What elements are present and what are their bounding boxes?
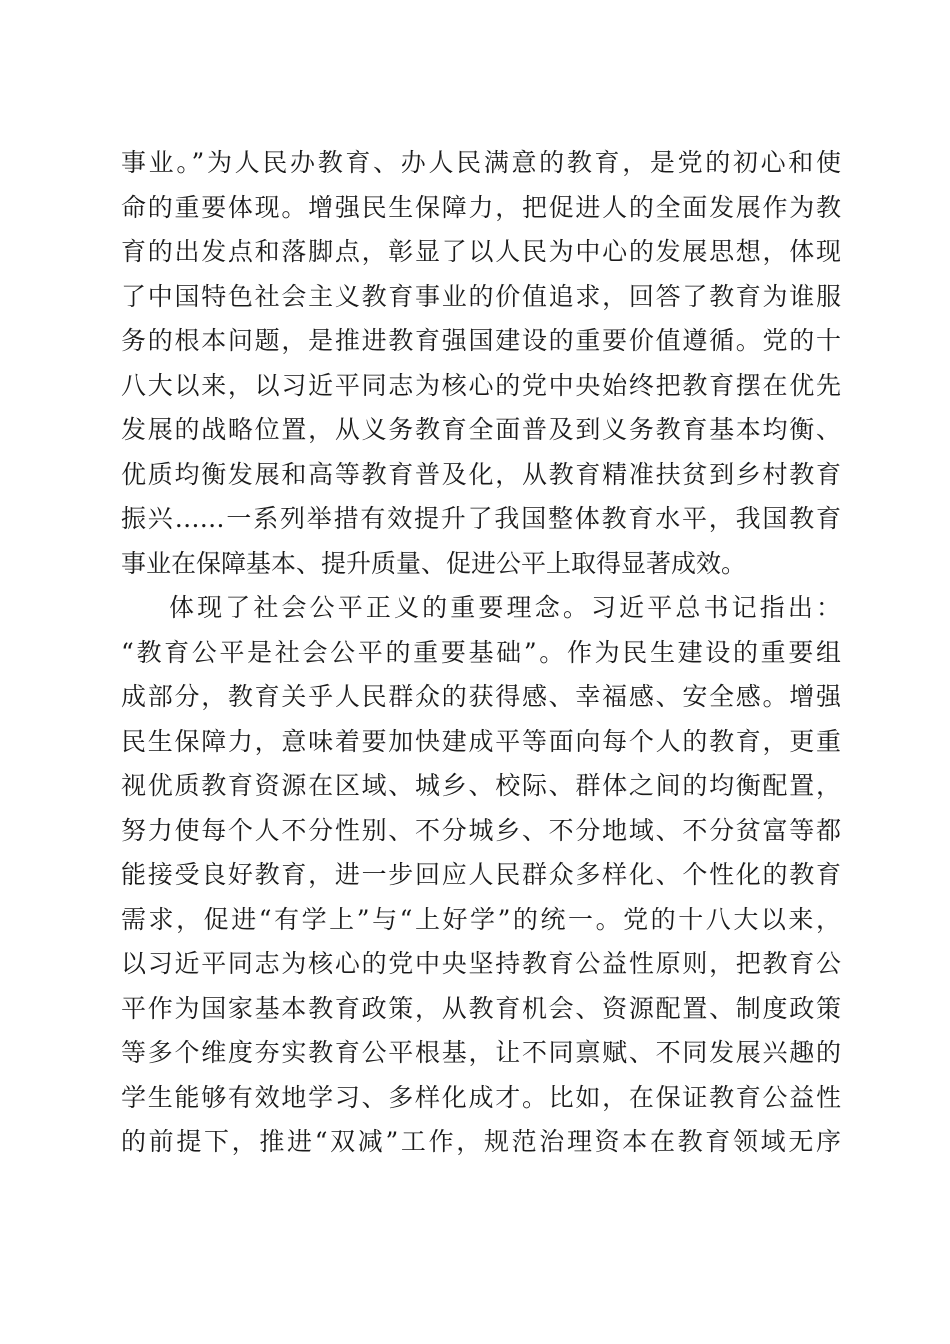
text-line: 视优质教育资源在区域、城乡、校际、群体之间的均衡配置，: [121, 771, 841, 800]
paragraph-heading-line: 体现了社会公平正义的重要理念。习近平总书记指出：: [169, 593, 841, 622]
text-line: 发展的战略位置，从义务教育全面普及到义务教育基本均衡、: [121, 415, 841, 444]
text-line: 需求，促进“有学上”与“上好学”的统一。党的十八大以来，: [121, 904, 841, 934]
text-line: 了中国特色社会主义教育事业的价值追求，回答了教育为谁服: [121, 281, 841, 311]
text-line: 学生能够有效地学习、多样化成才。比如，在保证教育公益性: [121, 1082, 841, 1112]
text-line: 八大以来，以习近平同志为核心的党中央始终把教育摆在优先: [121, 370, 841, 400]
text-line: 等多个维度夯实教育公平根基，让不同禀赋、不同发展兴趣的: [121, 1038, 841, 1067]
text-line: 育的出发点和落脚点，彰显了以人民为中心的发展思想，体现: [121, 237, 841, 266]
body-text: [121, 141, 841, 1165]
text-line: 成部分，教育关乎人民群众的获得感、幸福感、安全感。增强: [121, 682, 841, 711]
text-line: 平作为国家基本教育政策，从教育机会、资源配置、制度政策: [121, 993, 841, 1023]
text-line: 事业在保障基本、提升质量、促进公平上取得显著成效。: [121, 548, 747, 578]
text-line: 事业。”为人民办教育、办人民满意的教育，是党的初心和使: [121, 148, 841, 177]
text-line: 能接受良好教育，进一步回应人民群众多样化、个性化的教育: [121, 860, 841, 889]
text-line: “教育公平是社会公平的重要基础”。作为民生建设的重要组: [121, 637, 841, 667]
text-line: 务的根本问题，是推进教育强国建设的重要价值遵循。党的十: [121, 326, 841, 355]
text-line: 民生保障力，意味着要加快建成平等面向每个人的教育，更重: [121, 726, 841, 756]
text-line: 命的重要体现。增强民生保障力，把促进人的全面发展作为教: [121, 192, 841, 222]
text-line: 以习近平同志为核心的党中央坚持教育公益性原则，把教育公: [121, 949, 841, 978]
text-line: 的前提下，推进“双减”工作，规范治理资本在教育领域无序: [121, 1127, 841, 1156]
text-line: 优质均衡发展和高等教育普及化，从教育精准扶贫到乡村教育: [121, 459, 841, 489]
text-line: 努力使每个人不分性别、不分城乡、不分地域、不分贫富等都: [121, 815, 841, 845]
text-line: 振兴……一系列举措有效提升了我国整体教育水平，我国教育: [121, 504, 841, 533]
